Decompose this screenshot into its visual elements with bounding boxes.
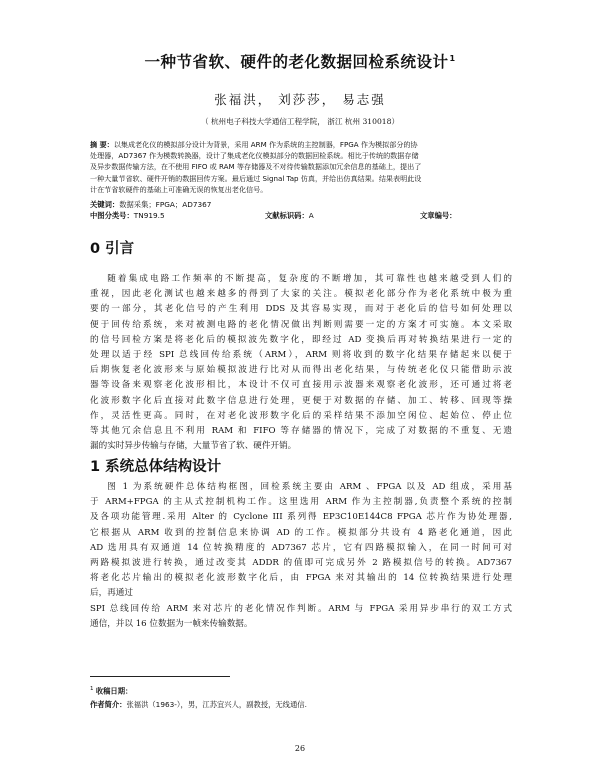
text-line: 处理以适于经 SPI 总线回传给系统（ARM），ARM 则将收到的数字化结果存储起来以便于 [90, 350, 512, 361]
abstract-line: 一种大量节省软、硬件开销的数据回传方案。最后通过 Signal Tap 仿真，并给出仿真结果。结果表明此设 [90, 173, 422, 183]
abstract-label: 摘 要： [90, 140, 114, 149]
text-line: 后，再通过 [90, 588, 133, 599]
text-line: SPI 总线回传给 ARM 来对芯片的老化情况作判断。ARM 与 FPGA 采用异步串行的双工方式 [90, 603, 512, 614]
author-bio-text: 张福洪（1963-），男，江苏宜兴人，副教授，无线通信. [126, 700, 307, 709]
doc-code-value: A [308, 211, 314, 220]
text-line: 两路模拟波进行转换，通过改变其 ADDR 的值即可完成另外 2 路模拟信号的转换。AD7367 [90, 558, 512, 569]
text-line: 随着集成电路工作频率的不断提高，复杂度的不断增加，其可靠性也越来越受到人们的 [107, 274, 512, 284]
paper-title [0, 50, 600, 72]
footnote-author [90, 700, 307, 710]
abstract-line: 计在节省软硬件的基础上可准确无误的恢复出老化信号。 [90, 184, 268, 194]
section-heading: 1 系统总体结构设计 [90, 459, 222, 475]
section-1-body [90, 480, 512, 632]
text-line: 图 1 为系统硬件总体结构框图，回检系统主要由 ARM 、FPGA 以及 AD 组成，采用基 [107, 482, 512, 492]
clc-label: 中图分类号： [90, 211, 134, 220]
text-line: 器等设备来观察老化波形相比，本设计不仅可直接用示波器来观察老化波形，还可通过将老 [90, 380, 512, 391]
abstract-line: 以集成老化仪的模拟部分设计为背景，采用 ARM 作为系统的主控制器，FPGA 作为模拟部分的协 [113, 140, 418, 149]
text-line: 后期恢复老化波形来与原始模拟波进行比对从而得出老化结果，与传统老化仪只能借助示波 [90, 365, 512, 376]
doc-code-label: 文献标识码： [265, 211, 309, 220]
text-line: AD 选用具有双通道 14 位转换精度的 AD7367 芯片，它有四路模拟输入，在同一时间可对 [90, 542, 512, 553]
keywords-text: 数据采集；FPGA；AD7367 [119, 200, 212, 209]
title-footnote-mark: 1 [449, 53, 456, 63]
text-line: 便于回传给系统，来对被测电路的老化情况做出判断则需要一定的方案才可实施。本文采取 [90, 319, 512, 330]
keywords-line [90, 200, 211, 210]
text-line: 等其他冗余信息且不利用 RAM 和 FIFO 等存储器的情况下，完成了对数据的不重复、无遗 [90, 426, 512, 437]
text-line: 重视，因此老化测试也越来越多的得到了大家的关注。模拟老化部分作为老化系统中极为重 [90, 289, 512, 300]
section-heading: 0 引言 [90, 241, 135, 257]
clc-value: TN919.5 [133, 211, 165, 220]
text-line: 及各项功能管理.采用 Alter 的 Cyclone III 系列得 EP3C10E144C8 FPGA 芯片作为协处理器, [90, 512, 512, 523]
affiliation: （ 杭州电子科技大学通信工程学院， 浙江 杭州 310018） [200, 117, 400, 126]
abstract-line: 及异步数据传输方法，在不使用 FIFO 或 RAM 等存储器及不对待传输数据添加冗余信息的基础上，提出了 [90, 162, 422, 172]
text-line: 要的一部分，其老化信号的产生利用 DDS 及其容易实现，而对于老化后的信号如何处理以 [90, 304, 512, 315]
paper-title-text: 一种节省软、硬件的老化数据回检系统设计 [144, 53, 449, 71]
text-line: 作，灵活性更高。同时，在对老化波形数字化后的采样结果不添加空闲位、起始位、停止位 [90, 410, 512, 421]
text-line: 漏的实时异步传输与存储，大量节省了软、硬件开销。 [90, 441, 297, 452]
footnote-divider [90, 676, 230, 677]
footnote-received [90, 686, 132, 696]
text-line: 通信，并以 16 位数据为一帧来传输数据。 [90, 618, 253, 629]
text-line: 的信号回检方案是将老化后的模拟波先数字化，即经过 AD 变换后再对转换结果进行一定的 [90, 334, 512, 345]
section-0-body [90, 272, 512, 454]
article-number-label: 文章编号： [420, 211, 457, 220]
received-label: 收稿日期： [95, 686, 133, 696]
text-line: 化波形数字化后直接对此数字信息进行处理，更便于对数据的存储、加工、转移、回现等操 [90, 395, 512, 406]
text-line: 于 ARM+FPGA 的主从式控制机构工作。这里选用 ARM 作为主控制器,负责整个系统的控制 [90, 497, 512, 508]
text-line: 它根据从 ARM 收到的控制信息来协调 AD 的工作。模拟部分共设有 4 路老化通道，因此 [90, 527, 512, 538]
author-list: 张福洪， 刘莎莎， 易志强 [214, 92, 386, 107]
abstract-line: 处理器，AD7367 作为模数转换器，设计了集成老化仪模拟部分的数据回检系统。相比于传统的数据存储 [90, 151, 419, 161]
text-line: 将老化芯片输出的模拟老化波形数字化后，由 FPGA 来对其输出的 14 位转换结果进行处理 [90, 573, 512, 584]
footnote-mark: 1 [90, 686, 94, 692]
page-number: 26 [294, 744, 306, 753]
abstract-block [90, 139, 512, 195]
author-bio-label: 作者简介： [90, 700, 127, 709]
keywords-label: 关键词： [90, 200, 120, 209]
